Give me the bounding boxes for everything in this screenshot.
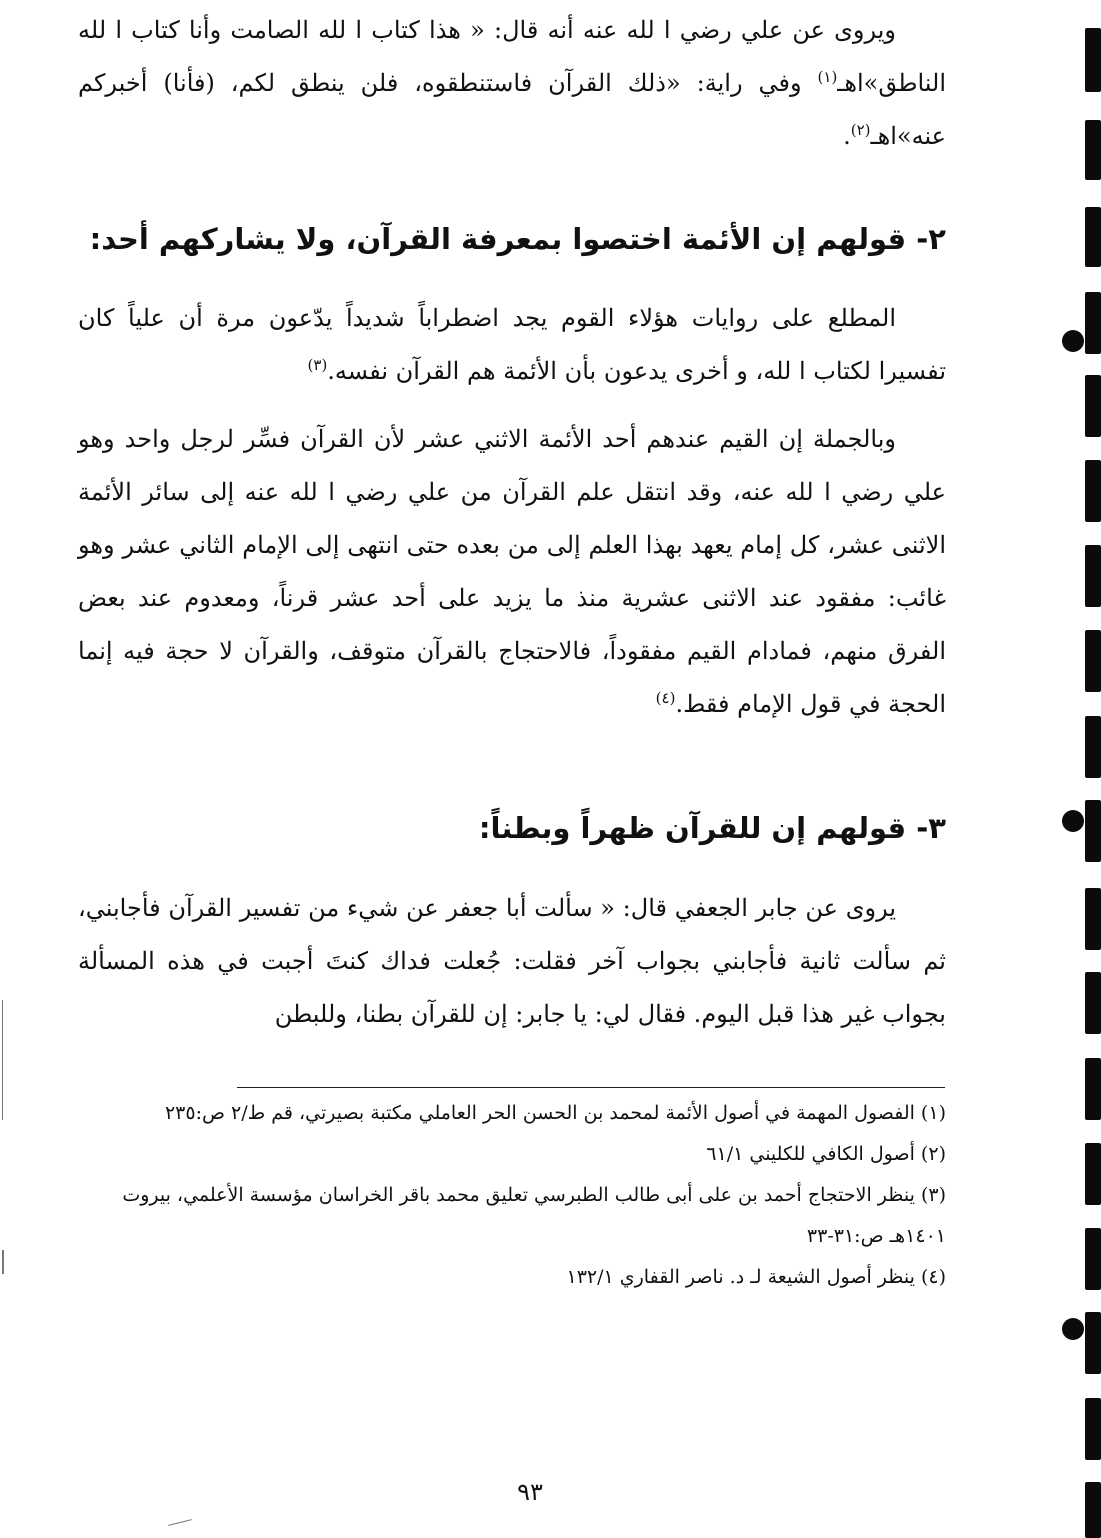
paragraph-text-main: يروى عن جابر الجعفي قال: « سألت أبا جعفر عن شيء من تفسير القرآن فأجابني، ثم سألت ثانية فأجابني بجواب آخر فقلت: جُعلت فداك كنتَ أجبت في هذه المسألة بجواب غير هذا قبل اليوم. فقال لي: يا جابر: إن للقرآن بطنا، وللبطن: [78, 894, 946, 1028]
binding-bar: [1085, 1312, 1101, 1374]
scan-artifact: [2, 1000, 3, 1120]
binding-dot: [1062, 1318, 1084, 1340]
binding-bar: [1085, 375, 1101, 437]
binding-bar: [1085, 120, 1101, 180]
footnote-1: (١) الفصول المهمة في أصول الأئمة لمحمد بن الحسن الحر العاملي مكتبة بصيرتي، قم ط/٢ ص:٢٣٥: [164, 1102, 946, 1124]
paragraph-text-main: ويروى عن علي رضي ا لله عنه أنه قال: « هذا كتاب ا لله الصامت وأنا كتاب ا لله الناطق»اهـ: [78, 16, 946, 97]
binding-dot: [1062, 810, 1084, 832]
paragraph-text: [78, 882, 946, 1041]
footnotes: [78, 1093, 946, 1298]
paragraph-text: [78, 292, 946, 398]
binding-bar: [1085, 630, 1101, 692]
scan-artifact: [2, 1250, 4, 1274]
paragraph-text-cont: وفي راية: «ذلك القرآن فاستنطقوه، فلن ينطق لكم، (فأنا) أخبركم عنه»اهـ: [78, 69, 946, 150]
binding-bar: [1085, 460, 1101, 522]
binding-bar: [1085, 292, 1101, 354]
paragraph-imams-knowledge: [78, 292, 946, 398]
binding-bar: [1085, 800, 1101, 862]
footnote-ref-2: (٢): [850, 121, 871, 139]
binding-bar: [1085, 1482, 1101, 1538]
footnote-ref-1: (١): [817, 68, 838, 86]
footnote-3: (٣) ينظر الاحتجاج أحمد بن على أبى طالب الطبرسي تعليق محمد باقر الخراسان مؤسسة الأعلمي، بيروت ١٤٠١هـ ص:٣١-٣٣: [122, 1184, 946, 1247]
binding-bar: [1085, 972, 1101, 1034]
footnote-2: (٢) أصول الكافي للكليني ٦١/١: [706, 1143, 946, 1165]
paragraph-text-end: .: [843, 122, 851, 150]
footnote-ref-4: (٤): [655, 689, 676, 707]
footnote-4: (٤) ينظر أصول الشيعة لـ د. ناصر القفاري ١٣٢/١: [566, 1266, 946, 1288]
page-number: ٩٣: [517, 1478, 543, 1506]
paragraph-text: [78, 413, 946, 731]
section-heading-3: ٣- قولهم إن للقرآن ظهراً وبطناً:: [478, 811, 946, 845]
paragraph-qayyim: [78, 413, 946, 731]
binding-dot: [1062, 330, 1084, 352]
binding-bar: [1085, 1143, 1101, 1205]
binding-bar: [1085, 207, 1101, 267]
paragraph-jabir: [78, 882, 946, 1041]
paragraph-quote-ali: [78, 4, 946, 163]
scan-artifact: [168, 1519, 192, 1526]
binding-bar: [1085, 1058, 1101, 1120]
binding-bar: [1085, 1228, 1101, 1290]
binding-bar: [1085, 28, 1101, 92]
binding-bar: [1085, 716, 1101, 778]
binding-bar: [1085, 888, 1101, 950]
section-heading-2: ٢- قولهم إن الأئمة اختصوا بمعرفة القرآن، ولا يشاركهم أحد:: [89, 222, 946, 256]
footnote-separator: [237, 1087, 945, 1088]
binding-bar: [1085, 1398, 1101, 1460]
footnote-ref-3: (٣): [307, 356, 328, 374]
binding-bar: [1085, 545, 1101, 607]
paragraph-text: [78, 4, 946, 163]
paragraph-text-main: المطلع على روايات هؤلاء القوم يجد اضطراباً شديداً يدّعون مرة أن علياً كان تفسيرا لكتاب ا لله، و أخرى يدعون بأن الأئمة هم القرآن نفسه.: [78, 304, 946, 385]
paragraph-text-main: وبالجملة إن القيم عندهم أحد الأئمة الاثني عشر لأن القرآن فسِّر لرجل واحد وهو علي رضي ا لله عنه، وقد انتقل علم القرآن من علي رضي ا لله عنه إلى سائر الأئمة الاثنى عشر، كل إمام يعهد بهذا العلم إلى من بعده حتى انتهى إلى الإمام الثاني عشر وهو غائب: مفقود عند الاثنى عشرية منذ ما يزيد على أحد عشر قرناً، ومعدوم عند بعض الفرق منهم، فمادام القيم مفقوداً، فالاحتجاج بالقرآن متوقف، والقرآن لا حجة فيه إنما الحجة في قول الإمام فقط.: [78, 425, 946, 718]
